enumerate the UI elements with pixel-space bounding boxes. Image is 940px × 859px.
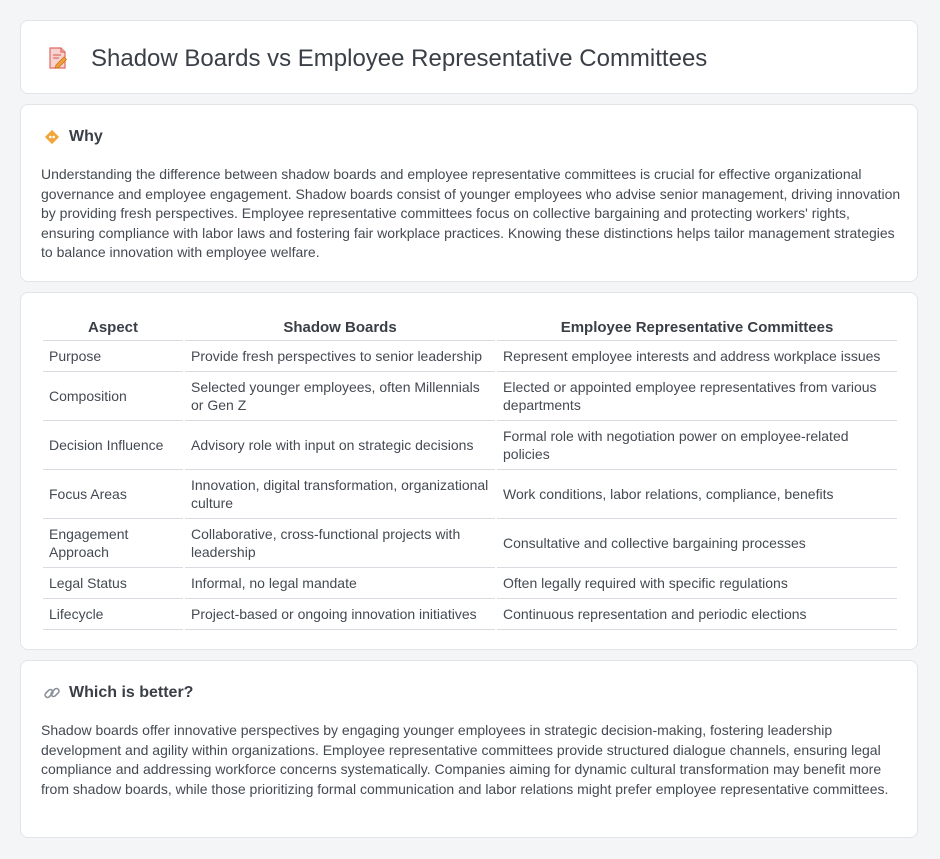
why-section — [20, 104, 918, 282]
better-heading-row — [43, 683, 193, 703]
page-title: Shadow Boards vs Employee Representative Committees — [91, 45, 708, 72]
committees-cell: Formal role with negotiation power on employee-related policies — [497, 421, 897, 470]
table-row — [43, 519, 897, 568]
aspect-cell: Composition — [43, 372, 183, 421]
shadow-boards-cell: Project-based or ongoing innovation initiatives — [185, 599, 495, 630]
shadow-boards-cell: Informal, no legal mandate — [185, 568, 495, 599]
aspect-cell: Decision Influence — [43, 421, 183, 470]
table-header-row — [43, 313, 897, 341]
aspect-cell: Purpose — [43, 341, 183, 372]
committees-cell: Represent employee interests and address workplace issues — [497, 341, 897, 372]
table-row — [43, 341, 897, 372]
link-icon — [43, 684, 61, 702]
why-heading: Why — [69, 128, 103, 145]
committees-cell: Continuous representation and periodic elections — [497, 599, 897, 630]
better-text: Shadow boards offer innovative perspectives by engaging younger employees in strategic decision-making, fostering leadership development and agility within organizations. Employee representative committees provide structured dialogue channels, ensuring legal compliance and addressing workforce concerns systematically. Companies aiming for dynamic cultural transformation may benefit more from shadow boards, while those prioritizing formal communication and labor relations might prefer employee representative committees. — [41, 722, 889, 797]
committees-cell: Work conditions, labor relations, compliance, benefits — [497, 470, 897, 519]
table-row — [43, 421, 897, 470]
document-pen-icon — [47, 46, 69, 70]
comparison-table-card — [20, 292, 918, 650]
column-header: Employee Representative Committees — [497, 313, 897, 341]
shadow-boards-cell: Advisory role with input on strategic decisions — [185, 421, 495, 470]
which-better-section — [20, 660, 918, 838]
why-text: Understanding the difference between shadow boards and employee representative committees is crucial for effective organizational governance and employee engagement. Shadow boards consist of younger employees who advise senior management, driving innovation by providing fresh perspectives. Employee representative committees focus on collective bargaining and protecting workers' rights, ensuring compliance with labor laws and fostering fair workplace practices. Knowing these distinctions helps tailor management strategies to balance innovation with employee welfare. — [41, 166, 901, 261]
shadow-boards-cell: Selected younger employees, often Millennials or Gen Z — [185, 372, 495, 421]
shadow-boards-cell: Innovation, digital transformation, organizational culture — [185, 470, 495, 519]
aspect-cell: Engagement Approach — [43, 519, 183, 568]
why-heading-row — [43, 127, 103, 147]
header-card — [20, 20, 918, 94]
aspect-cell: Legal Status — [43, 568, 183, 599]
shadow-boards-cell: Provide fresh perspectives to senior leadership — [185, 341, 495, 372]
table-row — [43, 599, 897, 630]
column-header: Shadow Boards — [185, 313, 495, 341]
committees-cell: Often legally required with specific regulations — [497, 568, 897, 599]
comparison-table — [41, 313, 899, 630]
committees-cell: Elected or appointed employee representatives from various departments — [497, 372, 897, 421]
diamond-icon — [43, 128, 61, 146]
better-heading: Which is better? — [69, 684, 194, 701]
table-row — [43, 372, 897, 421]
aspect-cell: Focus Areas — [43, 470, 183, 519]
committees-cell: Consultative and collective bargaining processes — [497, 519, 897, 568]
shadow-boards-cell: Collaborative, cross-functional projects with leadership — [185, 519, 495, 568]
aspect-cell: Lifecycle — [43, 599, 183, 630]
column-header: Aspect — [43, 313, 183, 341]
table-row — [43, 568, 897, 599]
table-row — [43, 470, 897, 519]
